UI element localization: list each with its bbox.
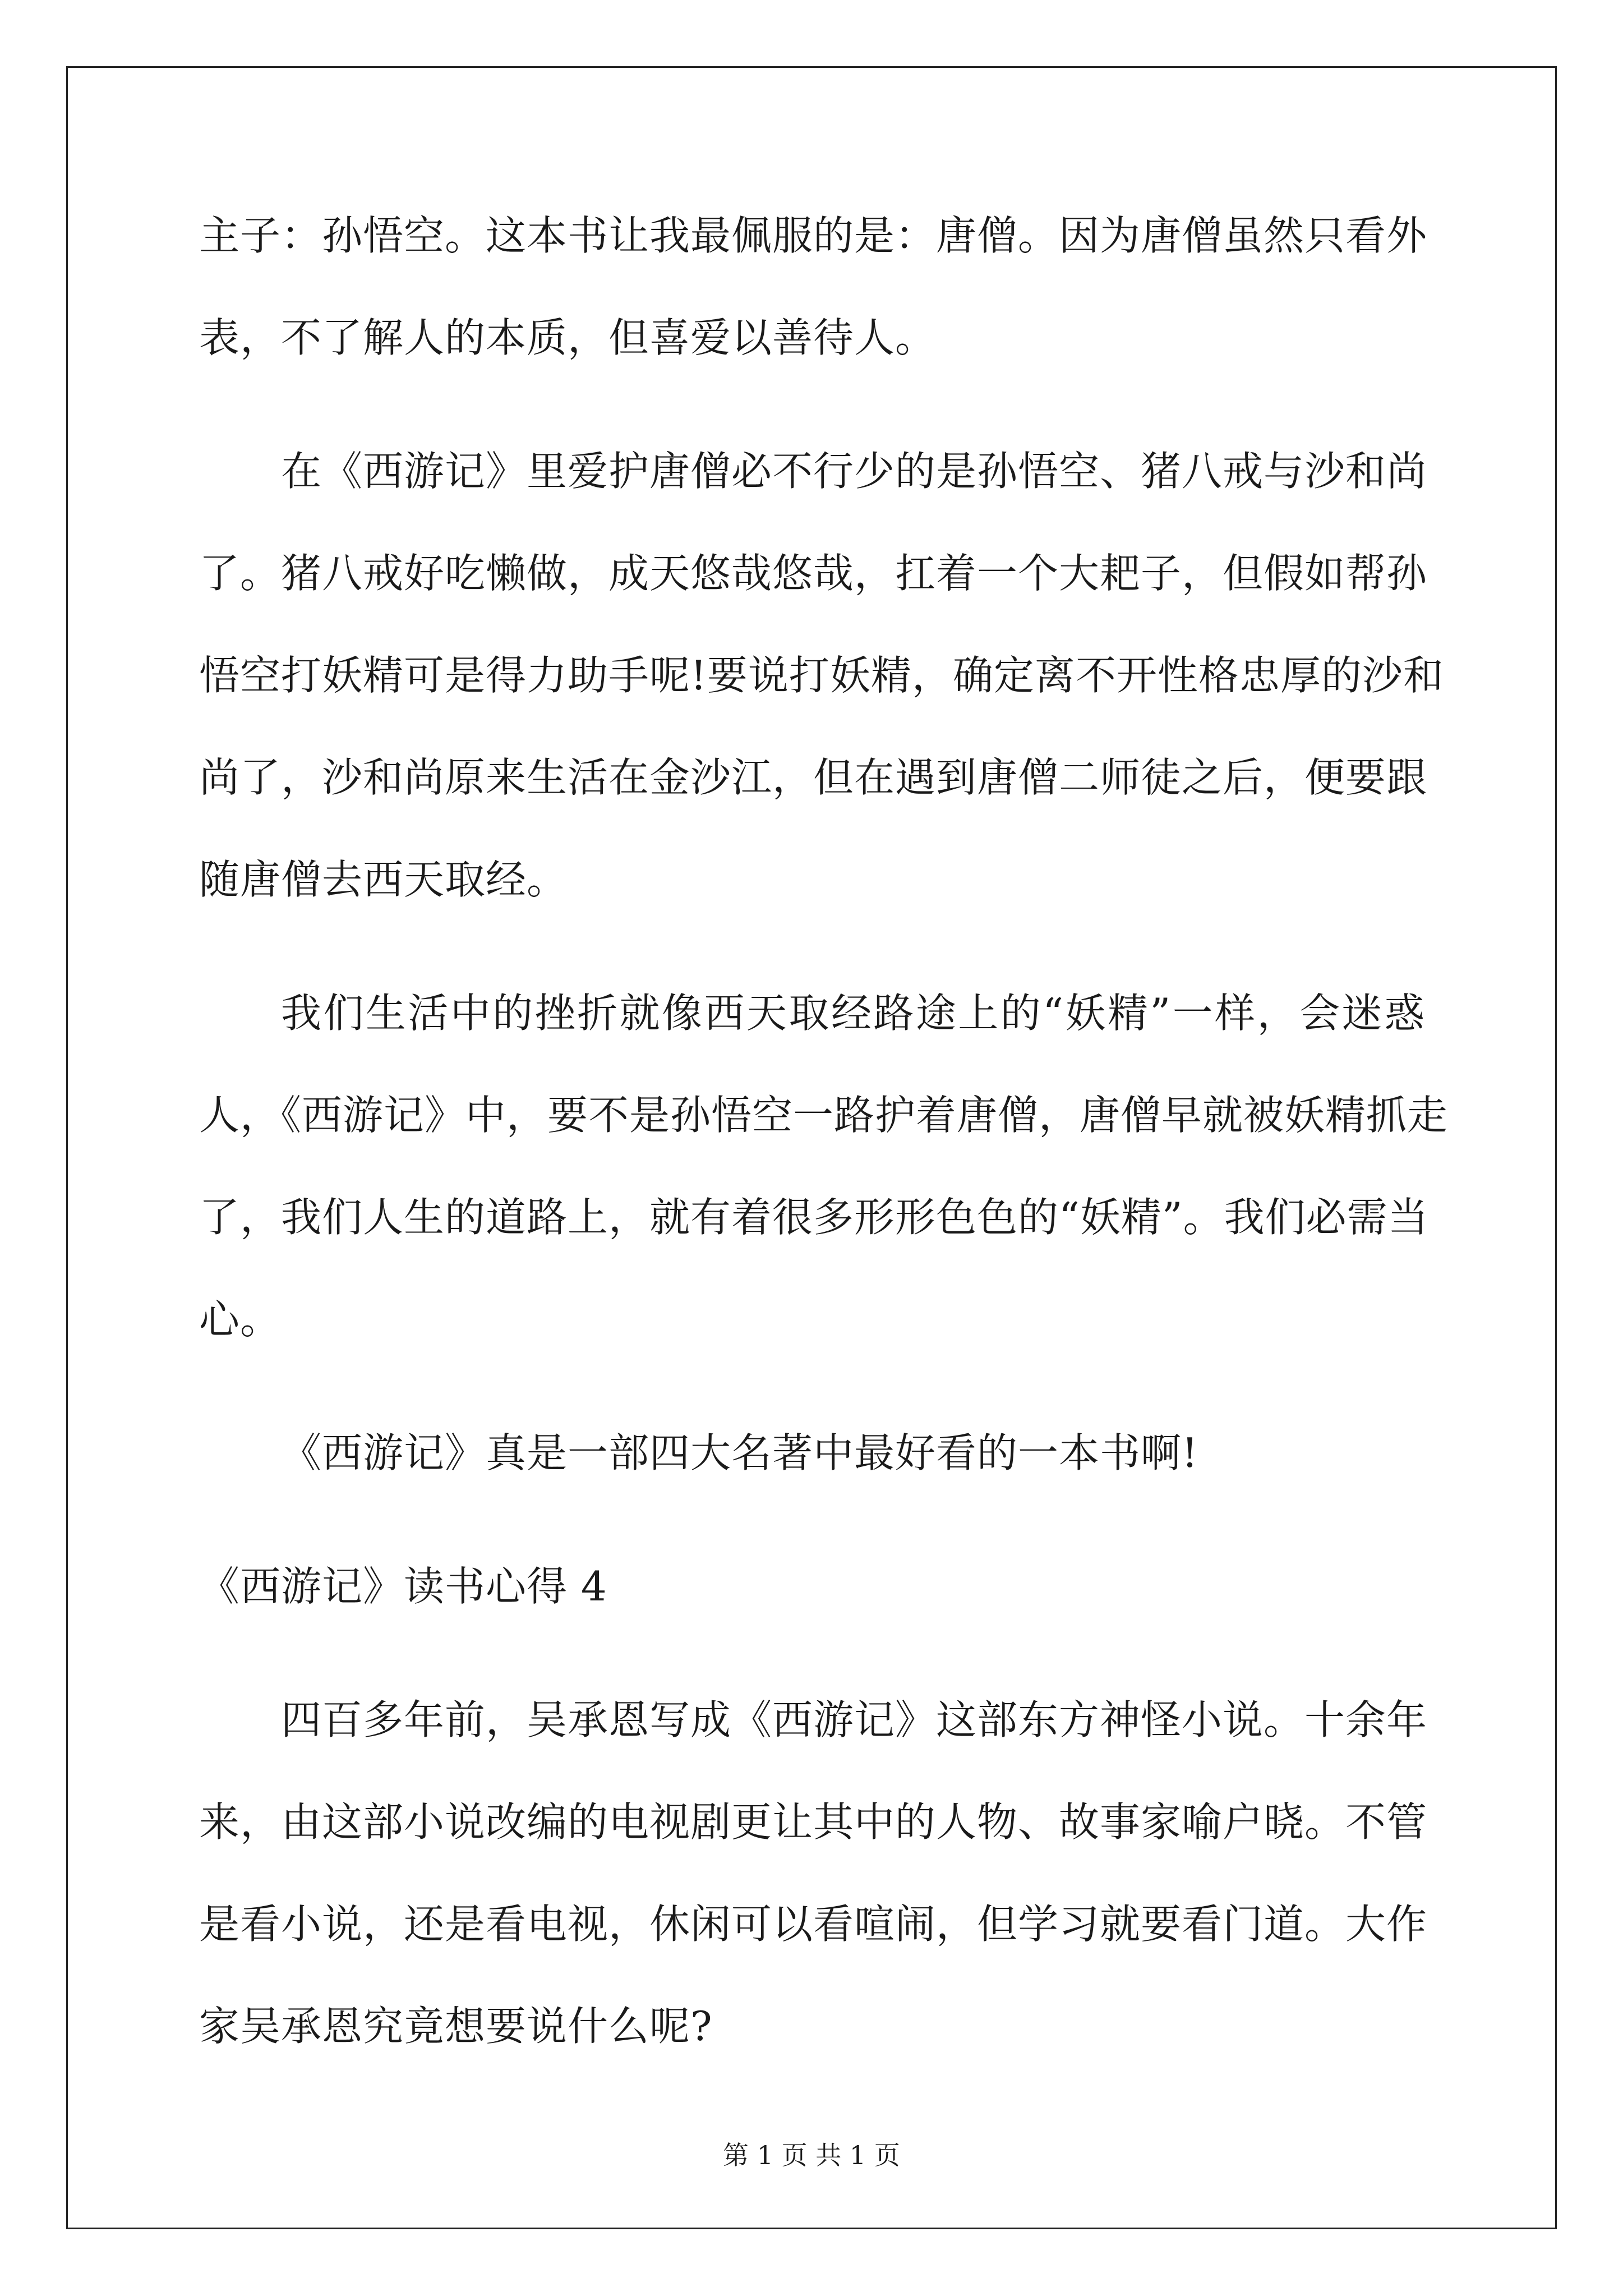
text-line: 表，不了解人的本质，但喜爱以善待人。 xyxy=(199,314,937,361)
text-line: 悟空打妖精可是得力助手呢!要说打妖精，确定离不开性格忠厚的沙和 xyxy=(199,652,1444,699)
text-line: 随唐僧去西天取经。 xyxy=(199,856,568,903)
text-line: 了。猪八戒好吃懒做，成天悠哉悠哉，扛着一个大耙子，但假如帮孙 xyxy=(199,550,1428,597)
text-line: 了，我们人生的道路上，就有着很多形形色色的“妖精”。我们必需当 xyxy=(199,1194,1429,1241)
text-line: 主子：孙悟空。这本书让我最佩服的是：唐僧。因为唐僧虽然只看外 xyxy=(199,212,1428,259)
text-line: 尚了，沙和尚原来生活在金沙江，但在遇到唐僧二师徒之后，便要跟 xyxy=(199,754,1428,801)
paragraph-first-line: 我们生活中的挫折就像西天取经路途上的“妖精”一样，会迷惑 xyxy=(281,990,1425,1037)
section-heading: 《西游记》读书心得 4 xyxy=(199,1563,607,1610)
text-line: 人，《西游记》中，要不是孙悟空一路护着唐僧，唐僧早就被妖精抓走 xyxy=(199,1092,1449,1139)
text-line: 心。 xyxy=(199,1296,282,1343)
paragraph-first-line: 四百多年前，吴承恩写成《西游记》这部东方神怪小说。十余年 xyxy=(281,1696,1428,1743)
text-line: 是看小说，还是看电视，休闲可以看喧闹，但学习就要看门道。大作 xyxy=(199,1901,1428,1948)
paragraph-first-line: 《西游记》真是一部四大名著中最好看的一本书啊! xyxy=(281,1429,1198,1476)
text-line: 家吴承恩究竟想要说什么呢? xyxy=(199,2003,713,2050)
text-line: 来，由这部小说改编的电视剧更让其中的人物、故事家喻户晓。不管 xyxy=(199,1798,1428,1846)
paragraph-first-line: 在《西游记》里爱护唐僧必不行少的是孙悟空、猪八戒与沙和尚 xyxy=(281,448,1428,495)
page-footer: 第 1 页 共 1 页 xyxy=(723,2140,900,2170)
